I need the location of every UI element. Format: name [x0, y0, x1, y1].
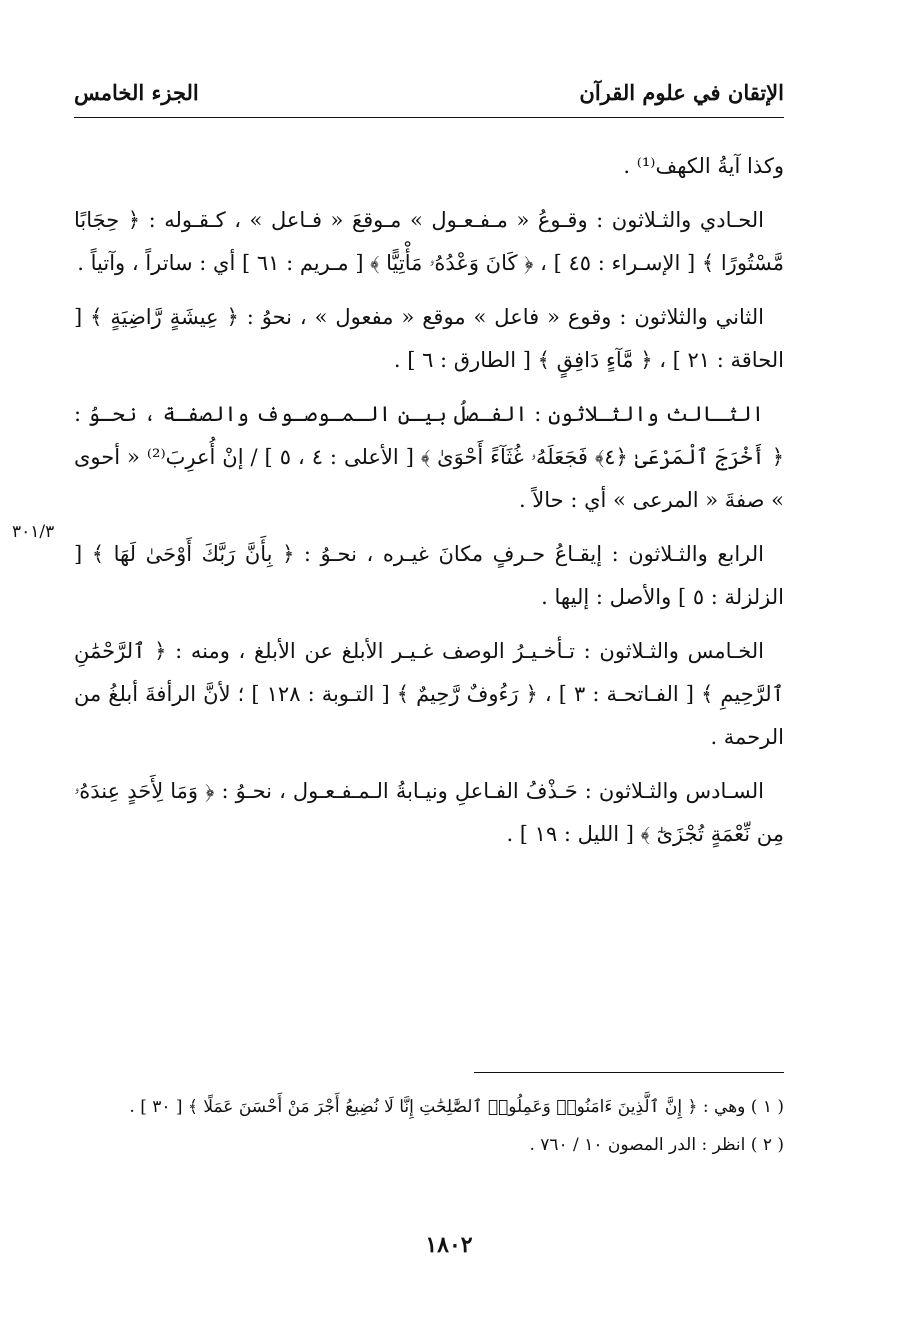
- footnote-divider: [474, 1072, 784, 1073]
- paragraph-31: الحـادي والثـلاثون : وقـوعُ « مـفـعـول » مـوقعَ « فـاعل » ، كـقـوله : ﴿ حِجَابًا مَّسْتُورًا ﴾ [ الإسـراء : ٤٥ ] ، ﴿ كَانَ وَعْدُهُۥ مَأْتِيًّا ﴾ [ مـريم : ٦١ ] أي : ساتراً ، وآتياً .: [74, 208, 784, 275]
- paragraph-34: الرابع والثـلاثون : إيقـاعُ حـرفٍ مكانَ غيـره ، نحـوُ : ﴿ بِأَنَّ رَبَّكَ أَوْحَىٰ لَهَا ﴾ [ الزلزلة : ٥ ] والأصل : إليها .: [74, 542, 784, 609]
- paragraph-33: الثـالث والثـلاثون : الفـصلُ بيـن الـمـوصـوف والصفـة ، نحـوُ : ﴿ أَخْرَجَ ٱلْمَرْعَىٰ ﴿٤﴾ فَجَعَلَهُۥ غُثَآءً أَحْوَىٰ ﴾ [ الأعلى : ٤ ، ٥ ] / إنْ أُعرِبَ⁽²⁾ « أحوى » صفةَ « المرعى » أي : حالاً .: [74, 402, 784, 512]
- paragraph-36: السـادس والثـلاثون : حَـذْفُ الفـاعلِ ونيـابةُ الـمـفـعـول ، نحـوُ : ﴿ وَمَا لِأَحَدٍ عِندَهُۥ مِن نِّعْمَةٍ تُجْزَىٰٓ ﴾ [ الليل : ١٩ ] .: [74, 779, 784, 846]
- page-number: ١٨٠٢: [425, 1232, 473, 1258]
- footnote-2: ( ٢ ) انظر : الدر المصون ١٠ / ٧٦٠ .: [529, 1135, 784, 1155]
- part-label: الجزء الخامس: [74, 79, 199, 105]
- book-title: الإتقان في علوم القرآن: [579, 79, 784, 105]
- paragraph-35: الخـامس والثـلاثون : تـأخـيـرُ الوصف غـيـر الأبلغ عن الأبلغ ، ومنه : ﴿ ٱلرَّحْمَٰنِ ٱلرَّحِيمِ ﴾ [ الفـاتحـة : ٣ ] ، ﴿ رَءُوفٌ رَّحِيمٌ ﴾ [ التـوبة : ١٢٨ ] ؛ لأنَّ الرأفةَ أبلغُ من الرحمة .: [74, 639, 785, 749]
- paragraph-32: الثاني والثلاثون : وقوع « فاعل » موقع « مفعول » ، نحوُ : ﴿ عِيشَةٍ رَّاضِيَةٍ ﴾ [ الحاقة : ٢١ ] ، ﴿ مَّآءٍ دَافِقٍ ﴾ [ الطارق : ٦ ] .: [74, 305, 784, 372]
- footnotes: [74, 1088, 784, 1164]
- footnote-1: ( ١ ) وهي : ﴿ إِنَّ ٱلَّذِينَ ءَامَنُوا۟ وَعَمِلُوا۟ ٱلصَّٰلِحَٰتِ إِنَّا لَا نُضِيعُ أَجْرَ مَنْ أَحْسَنَ عَمَلًا ﴾ [ ٣٠ ] .: [129, 1097, 784, 1117]
- margin-reference: ٣٠١/٣: [12, 522, 55, 542]
- running-header: [74, 72, 784, 112]
- paragraph-kahf-note: وكذا آيةُ الكهف⁽¹⁾ .: [623, 154, 784, 178]
- main-text: [74, 145, 784, 867]
- header-divider: [74, 117, 784, 118]
